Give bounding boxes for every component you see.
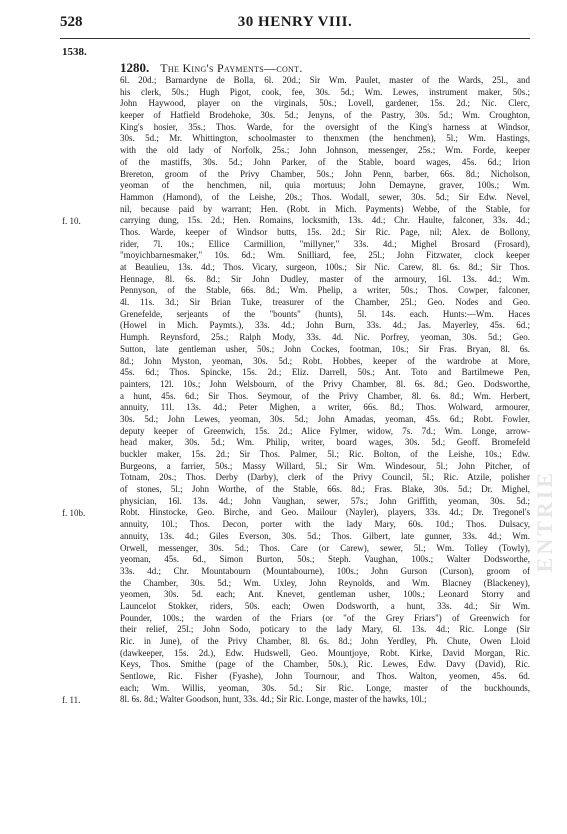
folio-mark-f10: f. 10.: [62, 216, 81, 226]
text-line: annuity, 13s. 4d.; Giles Everson, 30s. 5d.; Thos. Gilbert, late gunner, 33s. 4d.; Wm.: [120, 530, 530, 541]
text-line: annuity, 10l.; Thos. Decon, porter with the lady Mary, 60s. 10d.; Thos. Dulsacy,: [120, 519, 530, 530]
text-line: Brereton, groom of the Privy Chamber, 50s.; John Penn, barber, 66s. 8d.; Nicholson,: [120, 168, 530, 179]
year-marker: 1538.: [62, 46, 87, 58]
text-line: Orwell, messenger, 30s. 5d.; Thos. Care (or Carew), sewer, 5l.; Wm. Tolley (Towly),: [120, 542, 530, 553]
page-number: 528: [60, 14, 83, 30]
text-line: with the old lady of Norfolk, 25s.; John Johnson, messenger, 25s.; Wm. Forde, keeper: [120, 145, 530, 156]
body-text: [120, 75, 530, 706]
section-number: 1280.: [120, 60, 150, 75]
watermark-stamp: [532, 470, 562, 630]
text-line: rider, 7l. 10s.; Ellice Carmillion, "millyner," 33s. 4d.; Mighel Brosard (Frosard),: [120, 238, 530, 249]
text-line: 8d.; John Myston, yeoman, 30s. 5d.; Robt. Hobbes, keeper of the wardrobe at More,: [120, 355, 530, 366]
text-line: 30s. 5d.; John Lewes, yeoman, 30s. 5d.; John Amadas, yeoman, 45s. 6d.; Robt. Fowler,: [120, 413, 530, 424]
text-line: keeper of Hatfield Brodehoke, 30s. 5d.; Jenyns, of the Pastry, 30s. 5d.; Wm. Croughton,: [120, 110, 530, 121]
text-line: Ric. in June), of the Privy Chamber, 8l. 6s. 8d.; John Yerdley, Ph. Chute, Owen Lloid: [120, 636, 530, 646]
text-line: at Beaulieu, 13s. 4d.; Thos. Vicary, surgeon, 100s.; Sir Nic. Carew, 8l. 6s. 8d.; Sir Thos.: [120, 262, 530, 272]
folio-mark-f10b: f. 10b.: [62, 508, 86, 518]
text-line: deputy keeper of Greenwich, 15s. 2d.; Alice Fylmer, widow, 7s. 7d.; Wm. Longe, arrow-: [120, 425, 530, 436]
text-line: (Howel in Mich. Paymts.), 33s. 4d.; John Burn, 33s. 4d.; Jas. Mayerley, 45s. 6d.;: [120, 320, 530, 331]
text-line: Launcelot Stokker, riders, 50s. each; Owen Dodsworth, a hunt, 33s. 4d.; Sir Wm.: [120, 600, 530, 611]
watermark-text: ENTRIE: [532, 470, 557, 573]
text-line: 30s. 5d.; Mr. Whittington, schoolmaster to thenxmen (the henchmen), 5l.; Wm. Hastings,: [120, 133, 530, 144]
text-line: of stones, 5l.; John Worthe, of the Stable, 66s. 8d.; Fras. Blake, 30s. 5d.; Dr. Mighel,: [120, 484, 530, 495]
section-heading: [120, 60, 530, 76]
text-line: 6l. 20d.; Barnardyne de Bolla, 6l. 20d.; Sir Wm. Paulet, master of the Wards, 25l., and: [120, 75, 530, 85]
text-line: Sutton, late gentleman usher, 50s.; John Cockes, footman, 10s.; Sir Fras. Bryan, 8l. 6s.: [120, 343, 530, 354]
text-line: carrying dung, 15s. 2d.; Hen. Romains, locksmith, 13s. 4d.; Chr. Haulte, falconer, 33s. 4d.;: [120, 215, 530, 226]
text-line: 8l. 6s. 8d.; Walter Goodson, hunt, 33s. 4d.; Sir Ric. Longe, master of the hawks, 10l.;: [120, 694, 427, 705]
text-line: Humph. Reynsford, 25s.; Ralph Mody, 33s. 4d. Nic. Porfrey, yeoman, 30s. 5d.; Geo.: [120, 332, 530, 343]
text-line: Sentlowe, Ric. Fisher (Fyashe), John Tournour, and Thos. Walton, yeomen, 45s. 6d.: [120, 671, 530, 682]
header-rule: [60, 38, 530, 39]
running-title: 30 HENRY VIII.: [237, 14, 353, 30]
text-line: 45s. 6d.; Thos. Spincke, 15s. 2d.; Eliz. Darrell, 50s.; Ant. Toto and Bartilmewe Pen,: [120, 367, 530, 378]
text-line: Keys, Thos. Smithe (page of the Chamber, 50s.), Ric. Lewes, Edw. Davy (David), Ric.: [120, 659, 530, 670]
text-line: yeoman, 45s. 6d., Simon Burton, 50s.; Steph. Vaughan, 100s.; Walter Dodsworthe,: [120, 554, 530, 565]
text-line: Pounder, 100s.; the warden of the Friars (or "of the Grey Friars") of Greenwich for: [120, 612, 530, 623]
text-line: nil, because paid by warrant; Hen. (Robt. in Mich. Payments) Webbe, of the Stable, for: [120, 203, 530, 214]
text-line: his clerk, 50s.; Hugh Pigot, cook, fee, 30s. 5d.; Wm. Lewes, instrument maker, 50s.;: [120, 86, 530, 97]
text-line: their relief, 25l.; John Sodo, poticary to the lady Mary, 6l. 13s. 4d.; Ric. Longe (Sir: [120, 624, 530, 635]
text-line: a hunt, 45s. 6d.; Sir Thos. Seymour, of the Privy Chamber, 8l. 6s. 8d.; Wm. Herbert,: [120, 390, 530, 401]
text-line: Pennyson, of the Stable, 66s. 8d.; Wm. Phelip, a writer, 50s.; Thos. Cowper, falconer,: [120, 285, 530, 296]
text-line: physician, 16l. 13s. 4d.; John Vaughan, sewer, 57s.; John Griffith, yeoman, 30s. 5d.;: [120, 495, 530, 506]
text-line: (dawkeeper, 15s. 2d.), Edw. Hudswell, Geo. Mountjoye, Robt. Kirke, David Morgan, Ric.: [120, 647, 530, 658]
text-line: "moyichbarnesmaker," 10s. 6d.; Wm. Snilliard, fee, 25l.; John Fitzwater, clock keeper: [120, 250, 530, 261]
text-line: Grenefelde, serjeants of the "bounts" (hunts), 5l. 14s. each. Hunts:—Wm. Haces: [120, 308, 530, 319]
text-line: yeomen, 30s. 5d. each; Ant. Knevet, gentleman usher, 100s.; Leonard Storry and: [120, 589, 530, 600]
text-line: Thos. Warde, keeper of Windsor butts, 15s. 2d.; Sir Ric. Page, nil; Alex. de Bollony,: [120, 226, 530, 237]
text-line: Burgeons, a farrier, 50s.; Massy Willard, 5l.; Sir Wm. Windesour, 5l.; John Pitcher, of: [120, 460, 530, 471]
text-line: buckler maker, 15s. 2d.; Sir Thos. Palmer, 5l.; Ric. Bolton, of the Leishe, 10s.; Edw.: [120, 449, 530, 459]
text-line: each; Wm. Willis, yeoman, 30s. 5d.; Sir Ric. Longe, master of the buckhounds,: [120, 682, 530, 693]
folio-mark-f11: f. 11.: [62, 695, 81, 705]
text-line: Hammon (Hamond), of the Leishe, 20s.; Thos. Wodall, sewer, 30s. 5d.; Sir Edw. Nevel,: [120, 191, 530, 202]
text-line: annuity, 11l. 13s. 4d.; Peter Mighen, a writer, 66s. 8d.; Thos. Wolward, armourer,: [120, 402, 530, 413]
text-line: the Chamber, 30s. 5d.; Wm. Uxley, John Reynolds, and Wm. Blacney (Blackeney),: [120, 577, 530, 588]
text-line: King's hosier, 35s.; Thos. Warde, for the oversight of the King's harness at Windsor,: [120, 121, 530, 132]
section-title: The King's Payments—cont.: [160, 61, 303, 75]
text-line: 4l. 11s. 3d.; Sir Brian Tuke, treasurer of the Chamber, 25l.; Geo. Nodes and Geo.: [120, 297, 530, 308]
text-line: Totnam, 20s.; Thos. Derby (Darby), clerk of the Privy Council, 5l.; Ric. Atzile, polisher: [120, 472, 530, 483]
text-line: John Haywood, player on the virginals, 50s.; Lovell, gardener, 15s. 2d.; Nic. Clerc,: [120, 98, 530, 109]
text-line: yeoman of the henchmen, nil, quia mortuus; John Demayne, graver, 100s.; Wm.: [120, 180, 530, 191]
text-line: Robt. Hinstocke, Geo. Birche, and Geo. Mailour (Nayler), players, 33s. 4d.; Dr. Tregonel's: [120, 507, 530, 518]
text-line: painters, 12l. 10s.; John Welsbourn, of the Privy Chamber, 8l. 6s. 8d.; Geo. Dodsworthe,: [120, 378, 530, 389]
text-line: Hennage, 8l. 6s. 8d.; Sir John Dudley, master of the armoury, 16l. 13s. 4d.; Wm.: [120, 273, 530, 284]
page-header: [60, 14, 530, 34]
text-line: head maker, 30s. 5d.; Wm. Philip, writer, board wages, 30s. 5d.; Geoff. Bromefeld: [120, 437, 530, 448]
text-line: 33s. 4d.; Chr. Mountabourn (Mountabourne), 100s.; John Gurson (Curson), groom of: [120, 565, 530, 576]
text-line: of the mastiffs, 30s. 5d.; John Parker, of the Stable, board wages, 45s. 6d.; Irion: [120, 156, 530, 167]
